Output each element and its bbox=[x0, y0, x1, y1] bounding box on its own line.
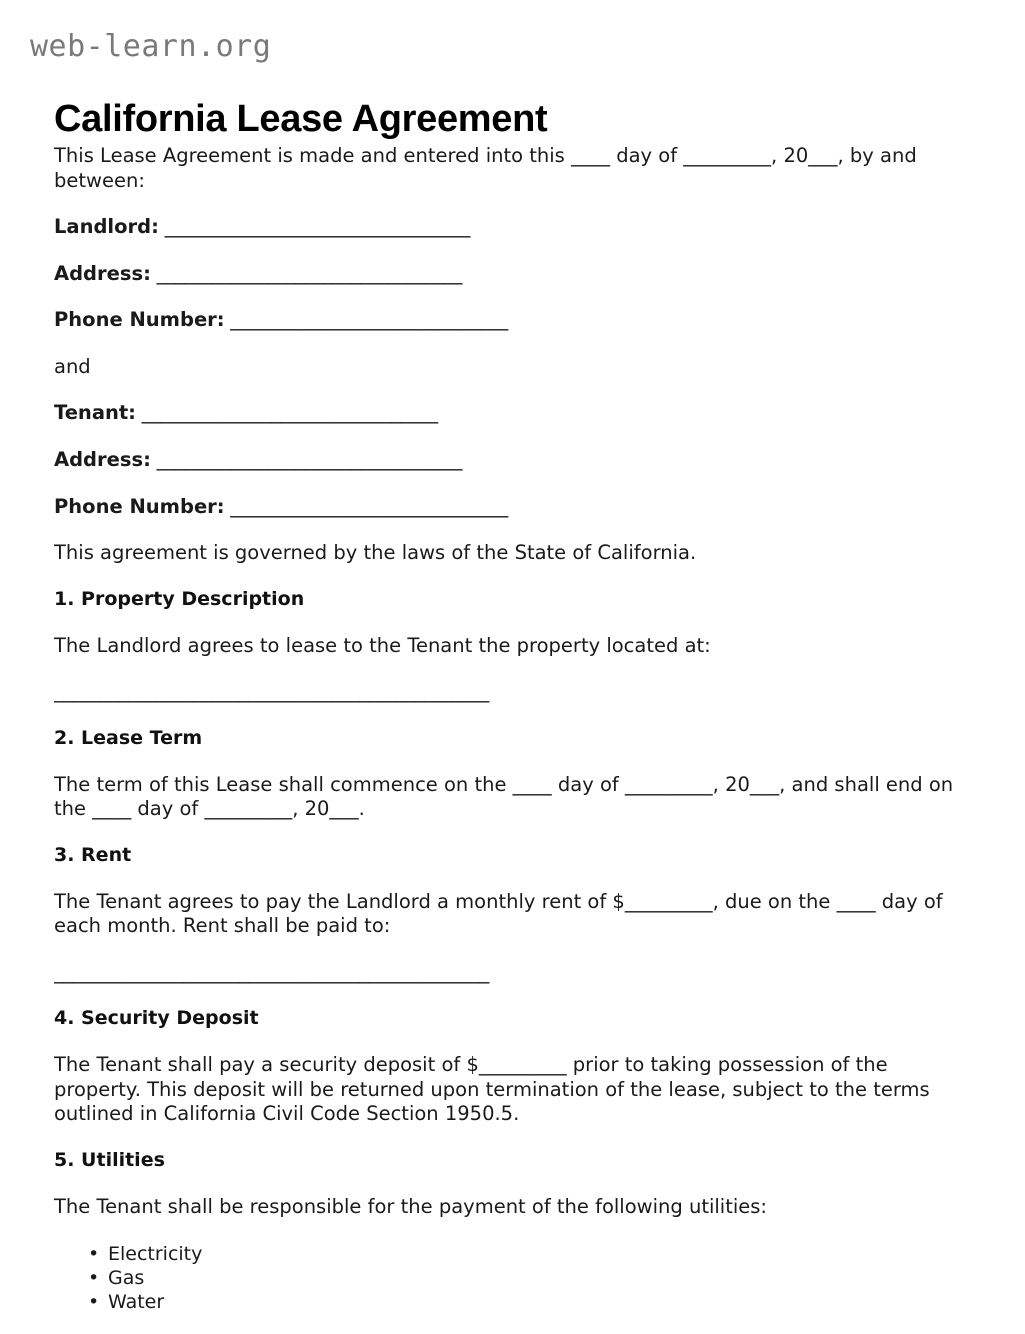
section-heading-rent: 3. Rent bbox=[54, 843, 132, 866]
intro-paragraph: This Lease Agreement is made and entered into this ____ day of _________, 20___, by and between: bbox=[54, 144, 917, 192]
landlord-address-field bbox=[54, 262, 962, 287]
section-heading-utilities: 5. Utilities bbox=[54, 1149, 165, 1171]
section-body-rent: The Tenant agrees to pay the Landlord a monthly rent of $_________, due on the ____ day of each month. Rent shall be paid to: bbox=[54, 889, 943, 938]
page-title: California Lease Agreement bbox=[54, 98, 548, 141]
site-logo: web-learn.org bbox=[30, 29, 272, 64]
section-body-security-deposit: The Tenant shall pay a security deposit of $_________ prior to taking possession of the property. This deposit will be returned upon termination of the lease, subject to the terms outlined in California Civil Code Section 1950.5. bbox=[54, 1053, 930, 1126]
utilities-list bbox=[54, 1242, 962, 1315]
tenant-address-field bbox=[54, 448, 962, 473]
list-item: • Electricity bbox=[108, 1242, 962, 1266]
section-body-property-description: The Landlord agrees to lease to the Tenant the property located at: bbox=[54, 633, 711, 657]
rent-payee-blank-line[interactable]: _______________________________________________ bbox=[54, 960, 489, 984]
section-body-lease-term: The term of this Lease shall commence on the ____ day of _________, 20___, and shall end on the ____ day of _________, 20___. bbox=[54, 772, 954, 821]
tenant-field bbox=[54, 401, 962, 426]
tenant-phone-label: Phone Number: bbox=[54, 494, 225, 518]
parties-separator: and bbox=[54, 354, 91, 378]
section-body-utilities: The Tenant shall be responsible for the payment of the following utilities: bbox=[54, 1194, 768, 1218]
document-body bbox=[54, 144, 962, 1334]
landlord-label: Landlord: bbox=[54, 215, 159, 239]
landlord-address-label: Address: bbox=[54, 261, 151, 285]
property-description-blank-line[interactable]: _______________________________________________ bbox=[54, 680, 489, 704]
landlord-phone-blank[interactable]: ______________________________ bbox=[224, 308, 508, 332]
landlord-address-blank[interactable]: _________________________________ bbox=[150, 261, 462, 285]
tenant-label: Tenant: bbox=[54, 401, 136, 425]
landlord-phone-field bbox=[54, 308, 962, 333]
landlord-phone-label: Phone Number: bbox=[54, 308, 225, 332]
landlord-field bbox=[54, 215, 962, 240]
section-heading-property-description: 1. Property Description bbox=[54, 587, 305, 610]
tenant-address-blank[interactable]: _________________________________ bbox=[150, 447, 462, 471]
tenant-phone-field bbox=[54, 495, 962, 520]
governing-law-text: This agreement is governed by the laws of the State of California. bbox=[54, 541, 697, 565]
tenant-address-label: Address: bbox=[54, 447, 151, 471]
list-item: • Gas bbox=[108, 1266, 962, 1290]
landlord-blank[interactable]: _________________________________ bbox=[158, 215, 470, 239]
list-item: • Water bbox=[108, 1290, 962, 1314]
tenant-phone-blank[interactable]: ______________________________ bbox=[224, 494, 508, 518]
section-heading-lease-term: 2. Lease Term bbox=[54, 726, 203, 749]
section-heading-security-deposit: 4. Security Deposit bbox=[54, 1007, 259, 1030]
tenant-blank[interactable]: ________________________________ bbox=[135, 401, 438, 425]
